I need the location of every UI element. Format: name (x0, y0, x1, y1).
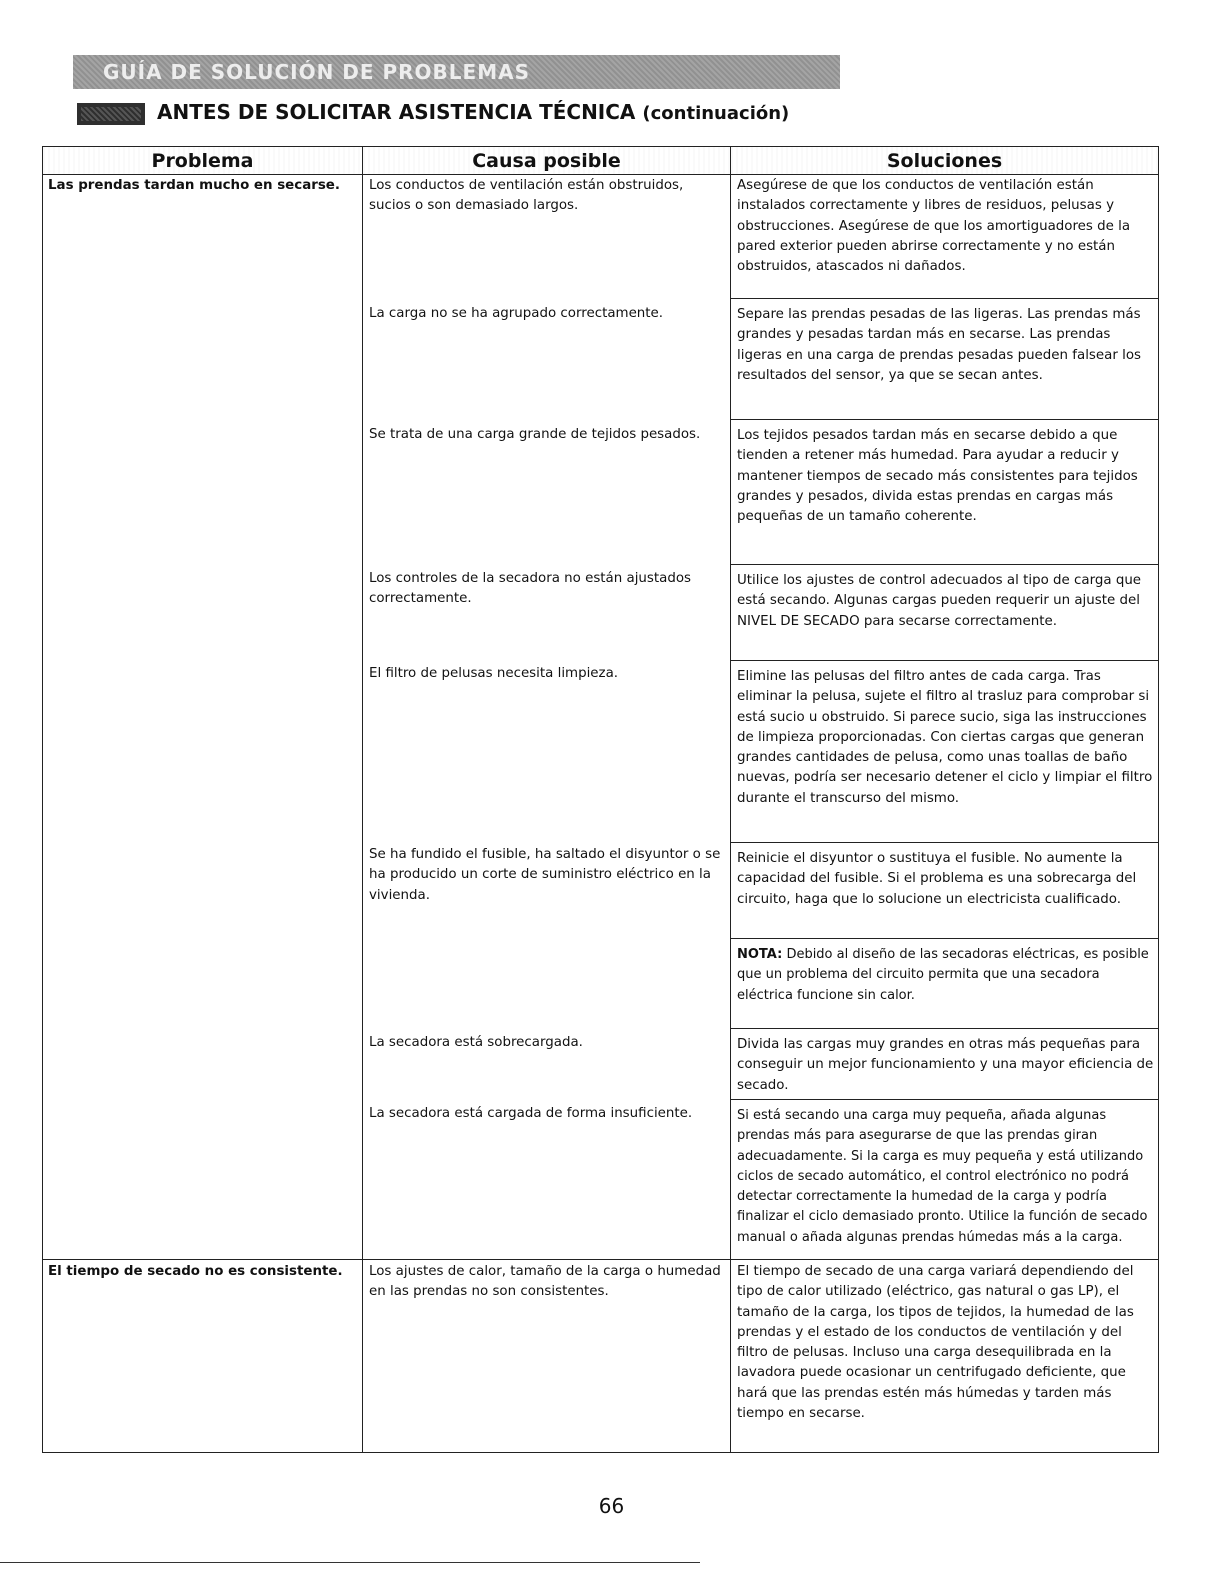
cause-text: Los ajustes de calor, tamaño de la carga o humedad en las prendas no son consistentes. (369, 1264, 721, 1300)
cause-text: La secadora está cargada de forma insuficiente. (369, 1106, 693, 1121)
column-header-problem: Problema (43, 147, 363, 175)
page-number: 66 (598, 1494, 625, 1518)
note-text: Debido al diseño de las secadoras eléctricas, es posible que un problema del circuito permita que una secadora eléctrica funcione sin calor. (737, 947, 1149, 1003)
table-row (43, 1260, 1159, 1453)
solution-text: Utilice los ajustes de control adecuados al tipo de carga que está secando. Algunas cargas pueden requerir un ajuste del NIVEL DE SECADO para secarse correctamente. (737, 573, 1142, 629)
note-label: NOTA: (737, 947, 783, 962)
cause-text: Se trata de una carga grande de tejidos pesados. (369, 427, 701, 442)
solution-text: Los tejidos pesados tardan más en secarse debido a que tienden a retener más humedad. Para ayudar a reducir y mantener tiempos de secado más consistentes para tejidos grandes y pesados, divida estas prendas en cargas más pequeñas de un tamaño coherente. (737, 428, 1138, 525)
banner-text: GUÍA DE SOLUCIÓN DE PROBLEMAS (103, 60, 530, 84)
solution-text: El tiempo de secado de una carga variará dependiendo del tipo de calor utilizado (eléctrico, gas natural o gas LP), el tamaño de la carga, los tipos de tejidos, la humedad de las prendas y el estado de los conductos de ventilación y del filtro de pelusas. Incluso una carga desequilibrada en la lavadora puede ocasionar un centrifugado deficiente, que hará que las prendas estén más húmedas y tarden más tiempo en secarse. (737, 1264, 1134, 1422)
troubleshooting-table (42, 146, 1159, 1453)
cause-text: La secadora está sobrecargada. (369, 1035, 583, 1050)
solution-text: Reinicie el disyuntor o sustituya el fusible. No aumente la capacidad del fusible. Si el problema es una sobrecarga del circuito, haga que lo solucione un electricista cualificado. (737, 851, 1137, 907)
solution-text: Divida las cargas muy grandes en otras más pequeñas para conseguir un mejor funcionamiento y una mayor eficiencia de secado. (737, 1037, 1154, 1093)
cause-text: Los conductos de ventilación están obstruidos, sucios o son demasiado largos. (369, 178, 684, 214)
problem-text: El tiempo de secado no es consistente. (48, 1264, 343, 1279)
footer-rule (0, 1562, 700, 1563)
section-marker-block (77, 103, 145, 125)
solution-text: Elimine las pelusas del filtro antes de cada carga. Tras eliminar la pelusa, sujete el filtro al trasluz para comprobar si está sucio u obstruido. Si parece sucio, siga las instrucciones de limpieza proporcionadas. Con ciertas cargas que generan grandes cantidades de pelusa, como unas toallas de baño nuevas, podría ser necesario detener el ciclo y limpiar el filtro durante el transcurso del mismo. (737, 669, 1153, 806)
column-header-cause: Causa posible (363, 147, 731, 175)
cause-text: Se ha fundido el fusible, ha saltado el disyuntor o se ha producido un corte de suministro eléctrico en la vivienda. (369, 847, 721, 903)
problem-text: Las prendas tardan mucho en secarse. (48, 178, 340, 193)
solution-text: Asegúrese de que los conductos de ventilación están instalados correctamente y libres de residuos, pelusas y obstrucciones. Asegúrese de que los amortiguadores de la pared exterior pueden abrirse correctamente y no están obstruidos, atascados ni dañados. (737, 178, 1131, 275)
column-header-solutions: Soluciones (731, 147, 1159, 175)
section-heading (77, 100, 1177, 130)
table-row (43, 175, 1159, 1260)
solution-text: Separe las prendas pesadas de las ligeras. Las prendas más grandes y pesadas tardan más en secarse. Las prendas ligeras en una carga de prendas pesadas pueden falsear los resultados del sensor, ya que se secan antes. (737, 307, 1141, 383)
section-title: ANTES DE SOLICITAR ASISTENCIA TÉCNICA (157, 100, 636, 124)
cause-text: Los controles de la secadora no están ajustados correctamente. (369, 571, 692, 607)
cause-text: El filtro de pelusas necesita limpieza. (369, 666, 619, 681)
section-subtitle: (continuación) (642, 103, 790, 124)
cause-text: La carga no se ha agrupado correctamente. (369, 306, 664, 321)
solution-text: Si está secando una carga muy pequeña, añada algunas prendas más para asegurarse de que las prendas giran adecuadamente. Si la carga es muy pequeña y está utilizando ciclos de secado automático, el control electrónico no podrá detectar correctamente la humedad de la carga y podría finalizar el ciclo demasiado pronto. Utilice la función de secado manual o añada algunas prendas húmedas más a la carga. (737, 1108, 1148, 1245)
section-banner (73, 55, 840, 89)
table-header-row (43, 147, 1159, 175)
